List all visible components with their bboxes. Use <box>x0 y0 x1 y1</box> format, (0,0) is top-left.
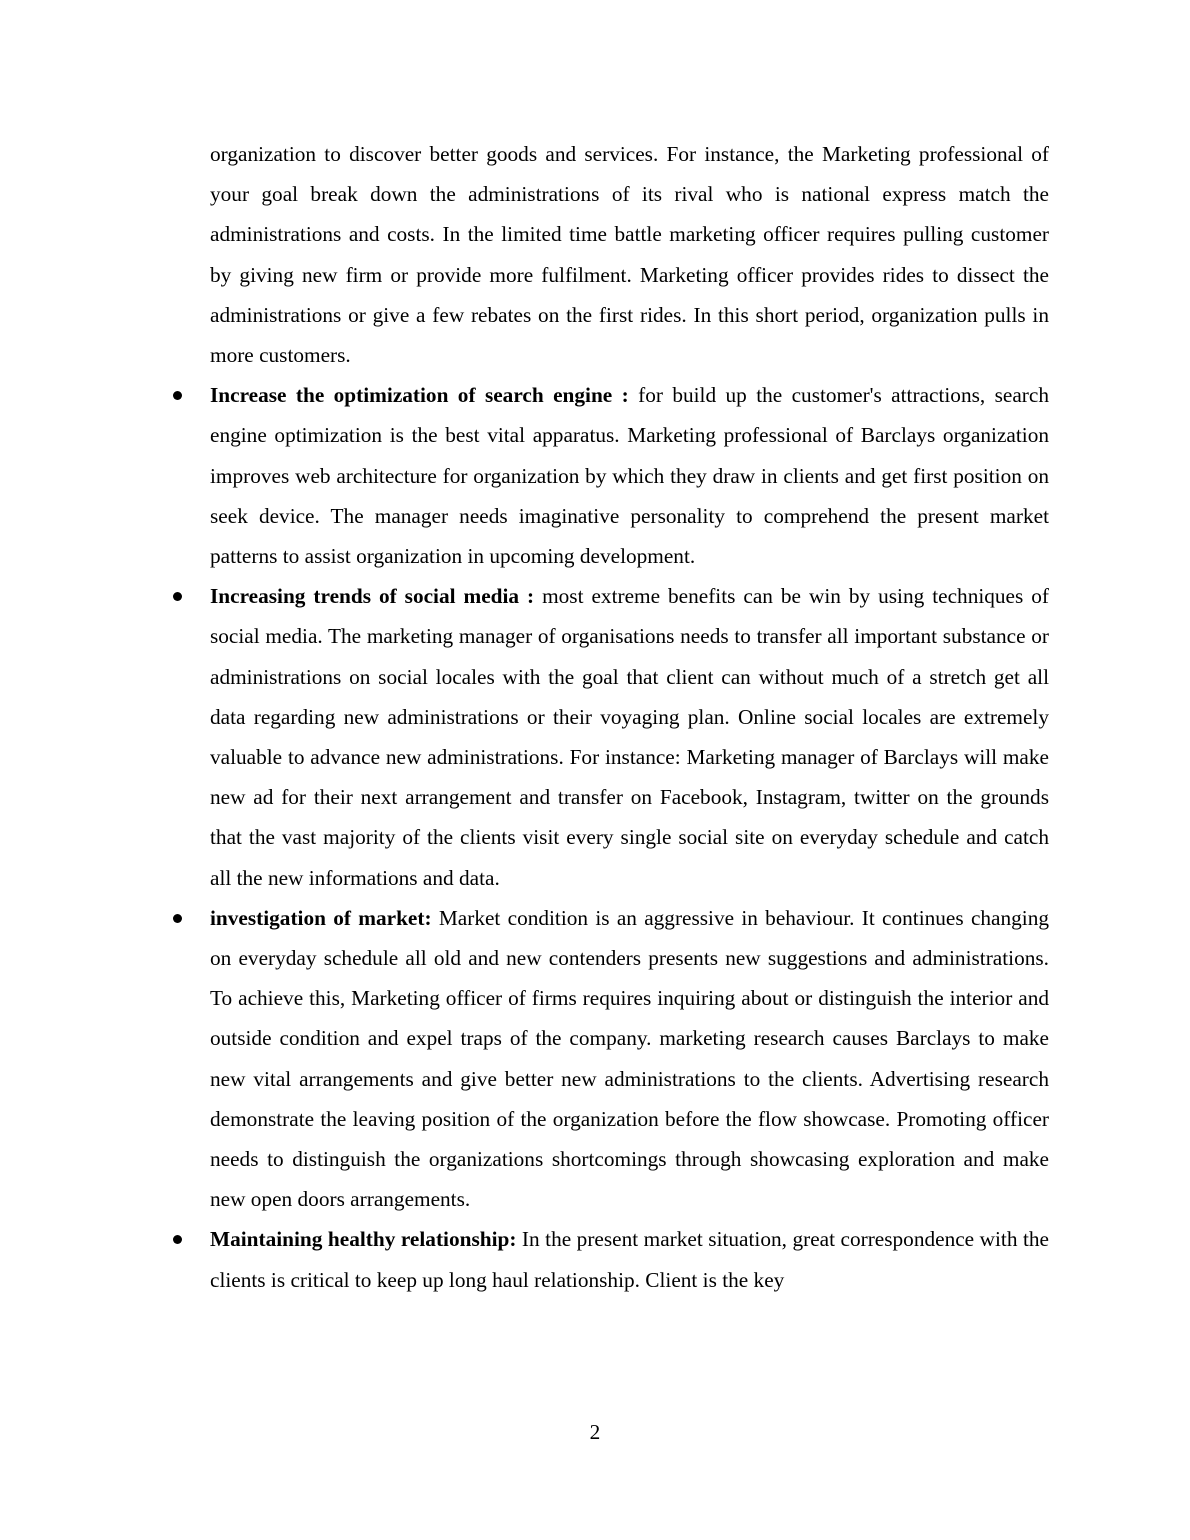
bullet-item-market-investigation <box>210 898 1049 1220</box>
intro-paragraph: organization to discover better goods and services. For instance, the Marketing professional of your goal break down the administrations of its rival who is national express match the administrations and costs. In the limited time battle marketing officer requires pulling customer by giving new firm or provide more fulfilment. Marketing officer provides rides to dissect the administrations or give a few rebates on the first rides. In this short period, organization pulls in more customers. <box>210 142 1049 368</box>
bullet-heading: Increasing trends of social media : <box>210 584 535 609</box>
bullet-item-seo <box>210 375 1049 576</box>
document-body <box>210 134 1049 1300</box>
page-number: 2 <box>589 1420 601 1444</box>
bullet-text: most extreme benefits can be win by using techniques of social media. The marketing manager of organisations needs to transfer all important substance or administrations on social locales with the goal that client can without much of a stretch get all data regarding new administrations or their voyaging plan. Online social locales are extremely valuable to advance new administrations. For instance: Marketing manager of Barclays will make new ad for their next arrangement and transfer on Facebook, Instagram, twitter on the grounds that the vast majority of the clients visit every single social site on everyday schedule and catch all the new informations and data. <box>210 584 1049 890</box>
bullet-text: for build up the customer's attractions, search engine optimization is the best vital apparatus. Marketing professional of Barclays organization improves web architecture for organization by which they draw in clients and get first position on seek device. The manager needs imaginative personality to comprehend the present market patterns to assist organization in upcoming development. <box>210 383 1049 569</box>
bullet-dot-icon <box>173 914 182 923</box>
bullet-heading: Increase the optimization of search engine : <box>210 383 629 408</box>
bullet-text: In the present market situation, great correspondence with the clients is critical to keep up long haul relationship. Client is the key <box>210 1227 1049 1292</box>
bullet-dot-icon <box>173 391 182 400</box>
bullet-heading: investigation of market: <box>210 905 432 930</box>
bullet-dot-icon <box>173 1235 182 1244</box>
bullet-text: Market condition is an aggressive in behaviour. It continues changing on everyday schedule all old and new contenders presents new suggestions and administrations. To achieve this, Marketing officer of firms requires inquiring about or distinguish the interior and outside condition and expel traps of the company. marketing research causes Barclays to make new vital arrangements and give better new administrations to the clients. Advertising research demonstrate the leaving position of the organization before the flow showcase. Promoting officer needs to distinguish the organizations shortcomings through showcasing exploration and make new open doors arrangements. <box>210 905 1050 1212</box>
bullet-item-social-media <box>210 576 1049 898</box>
bullet-item-relationship <box>210 1219 1049 1299</box>
bullet-dot-icon <box>173 592 182 601</box>
bullet-heading: Maintaining healthy relationship: <box>210 1227 517 1252</box>
